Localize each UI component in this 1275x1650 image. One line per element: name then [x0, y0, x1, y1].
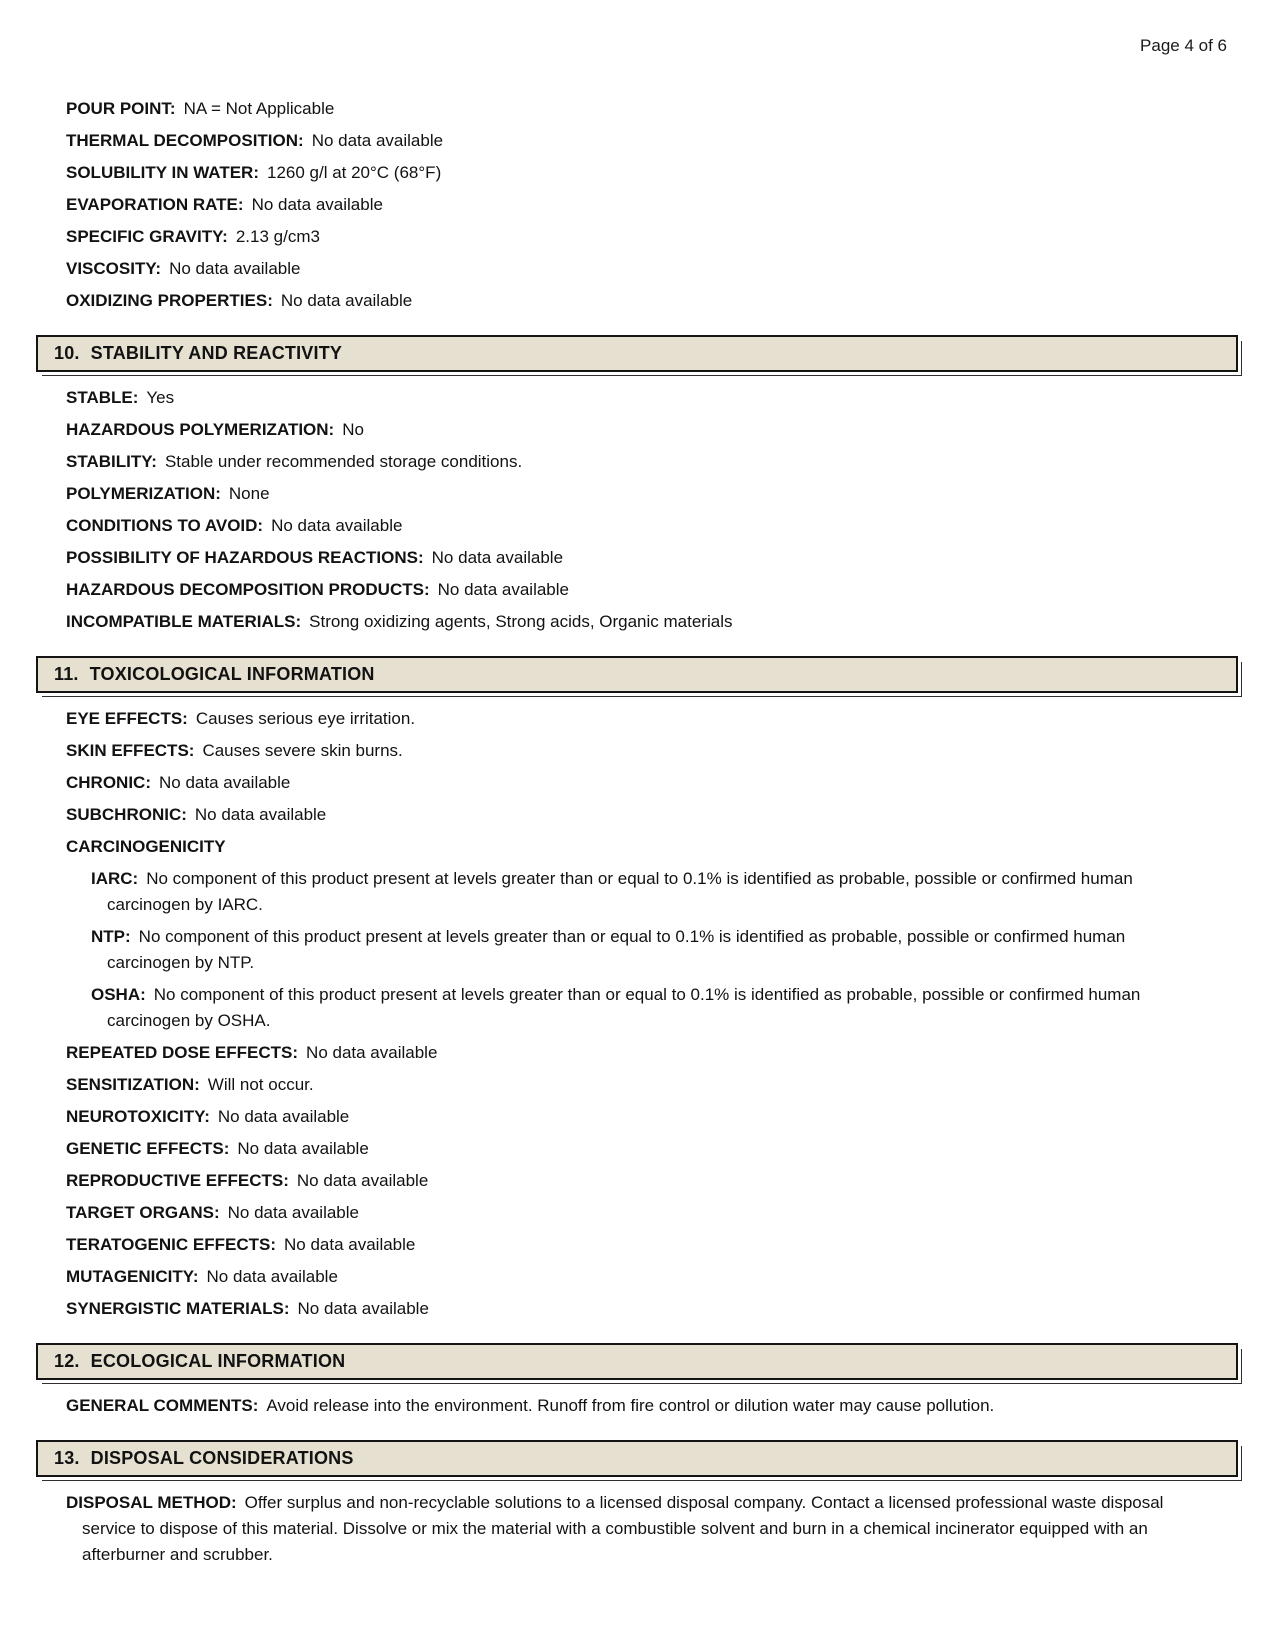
- document-section: [54, 1440, 1168, 1568]
- property-value: No component of this product present at levels greater than or equal to 0.1% is identified as probable, possible or confirmed human carcinogen by NTP.: [107, 927, 1126, 972]
- property-label: VISCOSITY:: [66, 259, 162, 278]
- property-label: STABLE:: [66, 388, 139, 407]
- property-label: POSSIBILITY OF HAZARDOUS REACTIONS:: [66, 548, 424, 567]
- property-line: [66, 256, 1168, 282]
- property-line: [91, 924, 1168, 976]
- property-value: None: [228, 484, 270, 503]
- property-label: CHRONIC:: [66, 773, 151, 792]
- property-value: No data available: [217, 1107, 350, 1126]
- property-line: [66, 1200, 1168, 1226]
- property-label: SOLUBILITY IN WATER:: [66, 163, 259, 182]
- property-label: POUR POINT:: [66, 99, 176, 118]
- property-label: OXIDIZING PROPERTIES:: [66, 291, 273, 310]
- section-title: DISPOSAL CONSIDERATIONS: [90, 1448, 354, 1468]
- property-value: No: [342, 420, 364, 439]
- property-label: HAZARDOUS POLYMERIZATION:: [66, 420, 335, 439]
- property-value: No data available: [206, 1267, 338, 1286]
- property-value: No data available: [237, 1139, 369, 1158]
- property-line: [66, 1072, 1168, 1098]
- property-value: No data available: [297, 1299, 429, 1318]
- property-line: [91, 982, 1168, 1034]
- property-label: GENERAL COMMENTS:: [66, 1396, 259, 1415]
- document-body: [54, 96, 1168, 1574]
- property-label: EYE EFFECTS:: [66, 709, 188, 728]
- property-value: Yes: [146, 388, 175, 407]
- property-line: [66, 288, 1168, 314]
- property-value: No data available: [271, 516, 403, 535]
- property-label: INCOMPATIBLE MATERIALS:: [66, 612, 302, 631]
- property-value: No data available: [306, 1043, 438, 1062]
- property-line: [66, 513, 1168, 539]
- document-section: [54, 1343, 1168, 1419]
- property-value: 1260 g/l at 20°C (68°F): [266, 163, 442, 182]
- property-value: No data available: [194, 805, 327, 824]
- property-line: [66, 577, 1168, 603]
- property-value: Strong oxidizing agents, Strong acids, Organic materials: [309, 612, 733, 631]
- property-label: REPRODUCTIVE EFFECTS:: [66, 1171, 289, 1190]
- property-line: [66, 770, 1168, 796]
- property-value: No data available: [169, 259, 301, 278]
- section-title: ECOLOGICAL INFORMATION: [90, 1351, 346, 1371]
- property-label: HAZARDOUS DECOMPOSITION PRODUCTS:: [66, 580, 430, 599]
- property-line: [66, 1296, 1168, 1322]
- property-line: [66, 1232, 1168, 1258]
- section-items: [66, 1393, 1168, 1419]
- property-label: TERATOGENIC EFFECTS:: [66, 1235, 276, 1254]
- property-value: No component of this product present at levels greater than or equal to 0.1% is identified as probable, possible or confirmed human carcinogen by OSHA.: [107, 985, 1141, 1030]
- property-value: No data available: [431, 548, 564, 567]
- property-value: No data available: [159, 773, 291, 792]
- property-value: Causes serious eye irritation.: [195, 709, 416, 728]
- property-value: No data available: [284, 1235, 416, 1254]
- property-line: [66, 160, 1168, 186]
- document-section: [54, 335, 1168, 635]
- physical-properties-continued: [66, 96, 1168, 314]
- property-line: [66, 738, 1168, 764]
- property-line: [66, 1040, 1168, 1066]
- property-line: [66, 1264, 1168, 1290]
- section-number: 11.: [54, 664, 79, 684]
- property-value: Causes severe skin burns.: [202, 741, 403, 760]
- property-line: [66, 834, 1168, 860]
- property-label: OSHA:: [91, 985, 146, 1004]
- property-line: [66, 706, 1168, 732]
- property-label: GENETIC EFFECTS:: [66, 1139, 230, 1158]
- property-value: No data available: [437, 580, 569, 599]
- page-number: Page 4 of 6: [1140, 36, 1227, 55]
- section-title: STABILITY AND REACTIVITY: [90, 343, 343, 363]
- property-label: SKIN EFFECTS:: [66, 741, 195, 760]
- section-header-bar: [36, 1343, 1238, 1380]
- property-line: [66, 1168, 1168, 1194]
- property-value: No data available: [251, 195, 383, 214]
- property-line: [66, 1490, 1168, 1568]
- property-line: [66, 1136, 1168, 1162]
- property-line: [66, 224, 1168, 250]
- property-label: THERMAL DECOMPOSITION:: [66, 131, 304, 150]
- property-line: [66, 609, 1168, 635]
- property-value: No data available: [280, 291, 413, 310]
- section-items: [66, 706, 1168, 1322]
- property-label: NEUROTOXICITY:: [66, 1107, 210, 1126]
- property-label: EVAPORATION RATE:: [66, 195, 244, 214]
- property-label: CARCINOGENICITY: [66, 837, 226, 856]
- property-value: Offer surplus and non-recyclable solutions to a licensed disposal company. Contact a licensed professional waste disposal service to dispose of this material. Dissolve or mix the material with a combustible solvent and burn in a chemical incinerator equipped with an afterburner and scrubber.: [82, 1493, 1164, 1564]
- property-line: [66, 128, 1168, 154]
- property-line: [66, 1104, 1168, 1130]
- property-value: Stable under recommended storage conditions.: [164, 452, 523, 471]
- section-number: 13.: [54, 1448, 80, 1468]
- section-number: 12.: [54, 1351, 80, 1371]
- property-line: [66, 1393, 1168, 1419]
- property-line: [66, 449, 1168, 475]
- property-label: IARC:: [91, 869, 139, 888]
- property-label: NTP:: [91, 927, 131, 946]
- property-value: Avoid release into the environment. Runoff from fire control or dilution water may cause pollution.: [266, 1396, 995, 1415]
- property-value: No data available: [311, 131, 444, 150]
- property-label: STABILITY:: [66, 452, 157, 471]
- property-line: [91, 866, 1168, 918]
- section-header-bar: [36, 335, 1238, 372]
- property-line: [66, 417, 1168, 443]
- property-value: 2.13 g/cm3: [235, 227, 320, 246]
- property-line: [66, 96, 1168, 122]
- property-line: [66, 545, 1168, 571]
- property-label: REPEATED DOSE EFFECTS:: [66, 1043, 299, 1062]
- property-line: [66, 192, 1168, 218]
- property-value: No data available: [296, 1171, 429, 1190]
- property-label: TARGET ORGANS:: [66, 1203, 220, 1222]
- property-value: Will not occur.: [207, 1075, 314, 1094]
- property-line: [66, 802, 1168, 828]
- document-section: [54, 656, 1168, 1322]
- section-number: 10.: [54, 343, 80, 363]
- property-label: SYNERGISTIC MATERIALS:: [66, 1299, 290, 1318]
- property-value: No data available: [227, 1203, 359, 1222]
- property-line: [66, 385, 1168, 411]
- property-label: SUBCHRONIC:: [66, 805, 187, 824]
- property-value: NA = Not Applicable: [183, 99, 335, 118]
- section-title: TOXICOLOGICAL INFORMATION: [89, 664, 375, 684]
- property-label: SENSITIZATION:: [66, 1075, 200, 1094]
- property-value: No component of this product present at levels greater than or equal to 0.1% is identified as probable, possible or confirmed human carcinogen by IARC.: [107, 869, 1133, 914]
- property-label: SPECIFIC GRAVITY:: [66, 227, 228, 246]
- property-label: POLYMERIZATION:: [66, 484, 221, 503]
- property-line: [66, 481, 1168, 507]
- section-header-bar: [36, 1440, 1238, 1477]
- section-items: [66, 385, 1168, 635]
- property-label: DISPOSAL METHOD:: [66, 1493, 237, 1512]
- property-label: CONDITIONS TO AVOID:: [66, 516, 264, 535]
- section-header-bar: [36, 656, 1238, 693]
- property-label: MUTAGENICITY:: [66, 1267, 199, 1286]
- section-items: [66, 1490, 1168, 1568]
